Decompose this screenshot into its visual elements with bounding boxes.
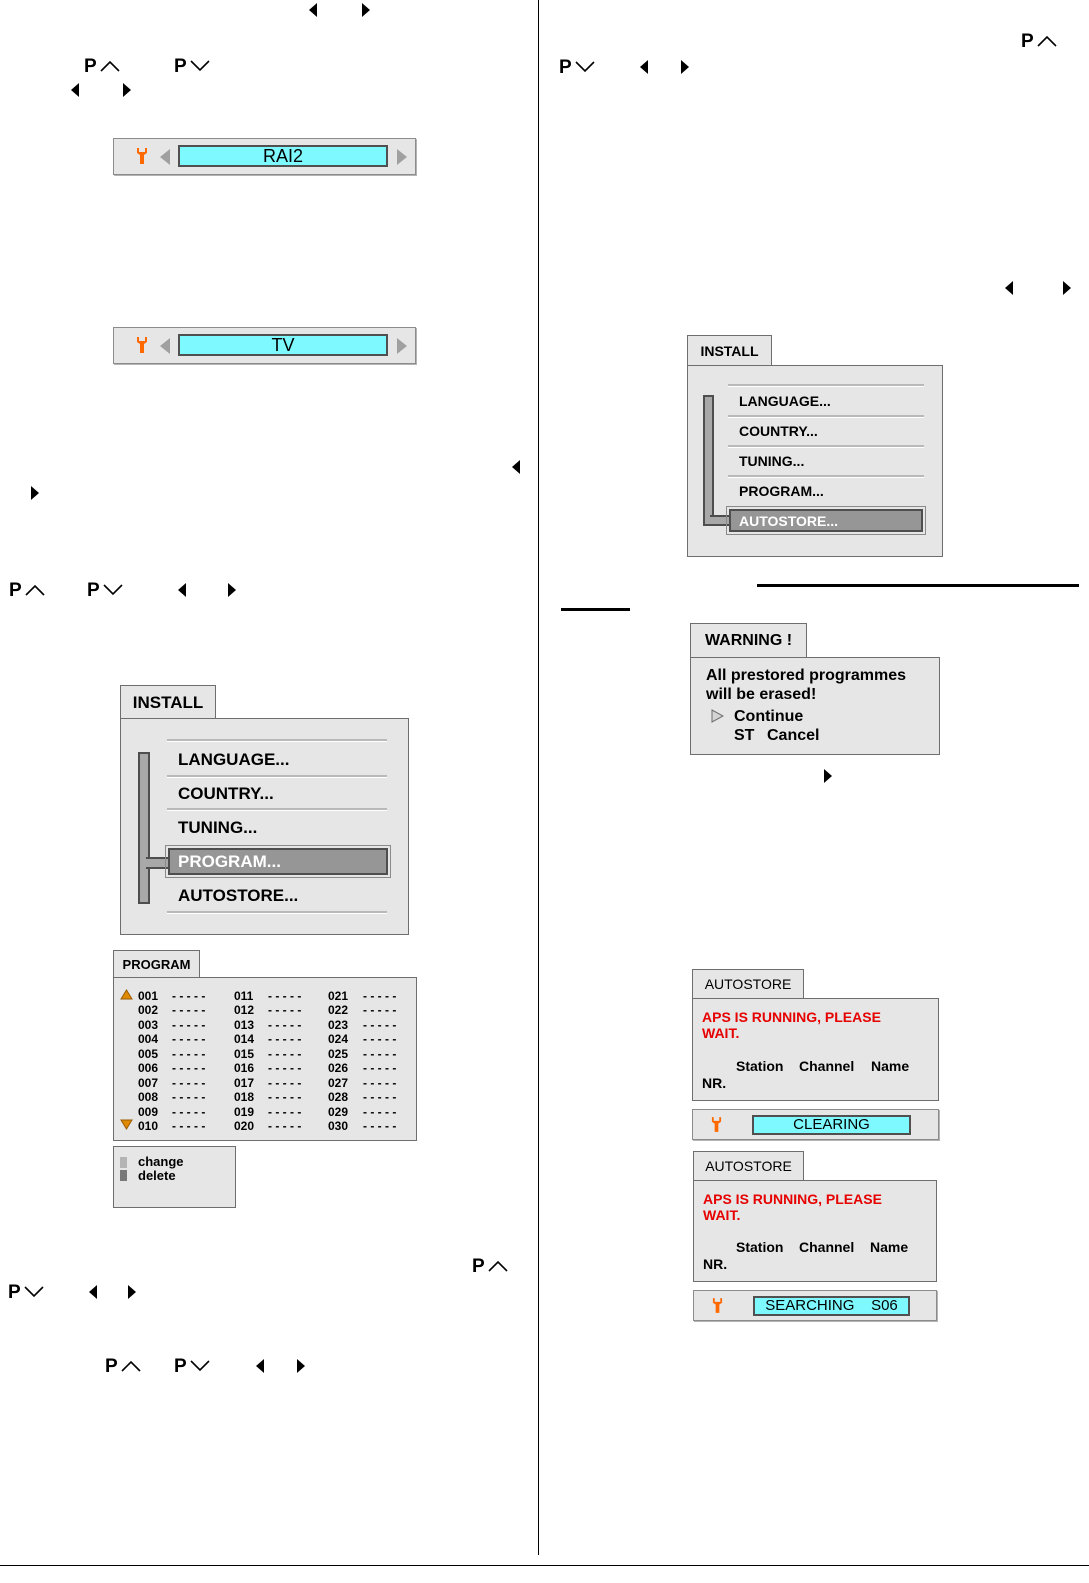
- program-number[interactable]: 028: [328, 1090, 349, 1105]
- right-arrow-icon: [228, 583, 236, 597]
- chevron-down-icon: [103, 584, 123, 596]
- scroll-down-icon[interactable]: [120, 1119, 133, 1130]
- warning-line-2: will be erased!: [706, 686, 817, 703]
- left-arrow-icon[interactable]: [160, 149, 170, 165]
- cancel-option[interactable]: Cancel: [767, 727, 820, 744]
- chevron-down-icon: [24, 1286, 44, 1298]
- menu-item-program[interactable]: PROGRAM...: [178, 852, 281, 871]
- program-name-placeholder: - - - - -: [363, 1061, 397, 1076]
- left-arrow-icon[interactable]: [160, 338, 170, 354]
- p-key-label: P: [559, 57, 572, 78]
- p-up-key: [472, 1257, 508, 1277]
- program-number[interactable]: 014: [234, 1032, 255, 1047]
- chevron-up-icon: [1037, 35, 1057, 47]
- chevron-up-icon: [100, 60, 120, 72]
- program-number[interactable]: 013: [234, 1017, 255, 1032]
- p-key-label: P: [174, 56, 187, 77]
- menu-item-country[interactable]: COUNTRY...: [739, 423, 818, 439]
- column-nr: NR.: [703, 1256, 728, 1272]
- program-name-placeholder: - - - - -: [172, 1090, 206, 1105]
- warning-line-1: All prestored programmes: [706, 667, 907, 684]
- program-number[interactable]: 011: [234, 989, 254, 1003]
- menu-item-language[interactable]: LANGUAGE...: [739, 393, 831, 409]
- program-number[interactable]: 012: [234, 1003, 255, 1018]
- menu-separator: [167, 775, 387, 778]
- program-number[interactable]: 015: [234, 1046, 255, 1061]
- wrench-icon: [136, 336, 148, 354]
- left-arrow-icon: [71, 83, 79, 97]
- program-name-placeholder: - - - - -: [363, 989, 397, 1003]
- program-name-placeholder: - - - - -: [268, 1046, 302, 1061]
- column-channel: Channel: [799, 1058, 855, 1074]
- left-arrow-icon: [1005, 281, 1013, 295]
- aps-running-message: APS IS RUNNING, PLEASE: [703, 1191, 882, 1207]
- right-arrow-icon[interactable]: [397, 149, 407, 165]
- warning-panel: [690, 657, 940, 755]
- right-arrow-icon: [128, 1285, 136, 1299]
- column-name: Name: [870, 1239, 909, 1255]
- program-name-placeholder: - - - - -: [172, 989, 206, 1003]
- program-number[interactable]: 005: [138, 1046, 159, 1061]
- program-number[interactable]: 003: [138, 1017, 159, 1032]
- program-number[interactable]: 019: [234, 1104, 255, 1119]
- p-key-label: P: [472, 1256, 485, 1277]
- program-name-placeholder: - - - - -: [363, 1119, 397, 1134]
- heading-underline: [561, 608, 630, 611]
- program-number[interactable]: 016: [234, 1061, 255, 1076]
- program-name-placeholder: - - - - -: [363, 1104, 397, 1119]
- program-name-placeholder: - - - - -: [268, 1003, 302, 1018]
- p-up-key: [1021, 32, 1057, 52]
- program-name-placeholder: - - - - -: [172, 1003, 206, 1018]
- menu-separator: [728, 475, 924, 478]
- chevron-down-icon: [575, 61, 595, 73]
- autostore-status-bar: [692, 1109, 939, 1140]
- p-up-key: [105, 1357, 141, 1377]
- key-legend: [113, 1146, 236, 1208]
- p-up-key: [84, 57, 120, 77]
- right-arrow-icon[interactable]: [397, 338, 407, 354]
- chevron-up-icon: [488, 1260, 508, 1272]
- menu-item-program[interactable]: PROGRAM...: [739, 483, 824, 499]
- delete-color-swatch: [120, 1170, 127, 1181]
- p-down-key: [87, 581, 123, 601]
- chevron-up-icon: [25, 584, 45, 596]
- program-number[interactable]: 029: [328, 1104, 349, 1119]
- selection-connector: [710, 515, 730, 526]
- program-number[interactable]: 025: [328, 1046, 349, 1061]
- column-name: Name: [871, 1058, 910, 1074]
- scroll-up-icon[interactable]: [120, 989, 133, 1000]
- station-name-bar: [113, 138, 416, 175]
- menu-item-language[interactable]: LANGUAGE...: [178, 750, 290, 769]
- program-number[interactable]: 027: [328, 1075, 349, 1090]
- program-number[interactable]: 023: [328, 1017, 349, 1032]
- program-table-panel: [113, 977, 417, 1141]
- program-number[interactable]: 024: [328, 1032, 349, 1047]
- menu-item-tuning[interactable]: TUNING...: [178, 818, 258, 837]
- left-arrow-icon: [309, 3, 317, 17]
- program-number[interactable]: 017: [234, 1075, 255, 1090]
- program-name-placeholder: - - - - -: [363, 1090, 397, 1105]
- program-name-placeholder: - - - - -: [172, 1104, 206, 1119]
- right-arrow-icon: [1063, 281, 1071, 295]
- source-name-bar: [113, 327, 416, 364]
- column-station: Station: [736, 1058, 784, 1074]
- st-key-label: ST: [734, 727, 755, 744]
- menu-item-country[interactable]: COUNTRY...: [178, 784, 274, 803]
- program-number[interactable]: 008: [138, 1090, 159, 1105]
- p-key-label: P: [8, 1282, 21, 1303]
- p-down-key: [174, 57, 210, 77]
- install-tab: INSTALL: [687, 335, 772, 366]
- status-text: SEARCHING: [765, 1297, 855, 1314]
- p-down-key: [174, 1357, 210, 1377]
- program-number[interactable]: 002: [138, 1003, 159, 1018]
- right-arrow-icon: [297, 1359, 305, 1373]
- station-name-field[interactable]: RAI2: [178, 145, 388, 167]
- program-number[interactable]: 021: [328, 989, 349, 1003]
- autostore-status-bar: [693, 1290, 937, 1321]
- right-arrow-icon: [681, 60, 689, 74]
- aps-wait-message: WAIT.: [703, 1207, 741, 1223]
- program-name-placeholder: - - - - -: [268, 1075, 302, 1090]
- legend-delete: delete: [138, 1168, 176, 1183]
- p-key-label: P: [174, 1356, 187, 1377]
- source-name-field[interactable]: TV: [178, 334, 388, 356]
- program-name-placeholder: - - - - -: [268, 1119, 302, 1134]
- page-bottom-rule: [0, 1565, 1089, 1566]
- program-number[interactable]: 006: [138, 1061, 159, 1076]
- menu-separator: [167, 911, 387, 914]
- program-name-placeholder: - - - - -: [172, 1061, 206, 1076]
- column-station: Station: [736, 1239, 784, 1255]
- program-name-placeholder: - - - - -: [363, 1003, 397, 1018]
- p-down-key: [559, 58, 595, 78]
- program-number[interactable]: 007: [138, 1075, 159, 1090]
- program-name-placeholder: - - - - -: [172, 1032, 206, 1047]
- column-nr: NR.: [702, 1075, 727, 1091]
- menu-separator: [728, 415, 924, 418]
- program-name-placeholder: - - - - -: [172, 1119, 206, 1134]
- scrollbar-track[interactable]: [703, 395, 714, 526]
- program-name-placeholder: - - - - -: [363, 1032, 397, 1047]
- p-key-label: P: [87, 580, 100, 601]
- column-channel: Channel: [799, 1239, 855, 1255]
- selection-pointer-icon: [711, 709, 724, 723]
- menu-separator: [167, 808, 387, 811]
- program-name-placeholder: - - - - -: [268, 1090, 302, 1105]
- left-arrow-icon: [256, 1359, 264, 1373]
- p-key-label: P: [9, 580, 22, 601]
- change-color-swatch: [120, 1157, 127, 1168]
- right-arrow-icon: [123, 83, 131, 97]
- program-number[interactable]: 009: [138, 1104, 159, 1119]
- program-number[interactable]: 010: [138, 1119, 159, 1134]
- autostore-tab: AUTOSTORE: [693, 1151, 804, 1181]
- program-name-placeholder: - - - - -: [172, 1017, 206, 1032]
- p-key-label: P: [84, 56, 97, 77]
- program-number[interactable]: 026: [328, 1061, 349, 1076]
- program-name-placeholder: - - - - -: [268, 989, 302, 1003]
- program-number[interactable]: 022: [328, 1003, 349, 1018]
- p-key-label: P: [1021, 31, 1034, 52]
- install-tab: INSTALL: [120, 685, 216, 719]
- legend-change: change: [138, 1154, 184, 1169]
- wrench-icon: [711, 1116, 722, 1133]
- chevron-down-icon: [190, 60, 210, 72]
- p-up-key: [9, 581, 45, 601]
- left-arrow-icon: [640, 60, 648, 74]
- menu-separator: [728, 445, 924, 448]
- program-number[interactable]: 001: [138, 989, 159, 1003]
- right-arrow-icon: [362, 3, 370, 17]
- program-tab: PROGRAM: [113, 950, 200, 978]
- autostore-status-field: [753, 1296, 910, 1316]
- autostore-status-field: CLEARING: [752, 1115, 911, 1135]
- install-menu-panel: [120, 718, 409, 935]
- wrench-icon: [136, 147, 148, 165]
- program-number[interactable]: 030: [328, 1119, 349, 1134]
- column-divider: [538, 0, 539, 1555]
- status-channel: S06: [871, 1297, 898, 1314]
- autostore-panel: [692, 998, 939, 1101]
- menu-item-autostore[interactable]: AUTOSTORE...: [178, 886, 299, 905]
- left-arrow-icon: [512, 460, 520, 474]
- left-arrow-icon: [178, 583, 186, 597]
- program-name-placeholder: - - - - -: [363, 1017, 397, 1032]
- aps-running-message: APS IS RUNNING, PLEASE: [702, 1009, 881, 1025]
- program-name-placeholder: - - - - -: [172, 1075, 206, 1090]
- scrollbar-track[interactable]: [138, 752, 150, 904]
- right-arrow-icon: [824, 769, 832, 783]
- autostore-panel: [693, 1180, 937, 1282]
- menu-item-autostore[interactable]: AUTOSTORE...: [739, 513, 839, 529]
- warning-tab: WARNING !: [690, 623, 807, 658]
- program-number[interactable]: 020: [234, 1119, 255, 1134]
- program-name-placeholder: - - - - -: [268, 1104, 302, 1119]
- program-number[interactable]: 018: [234, 1090, 255, 1105]
- left-arrow-icon: [89, 1285, 97, 1299]
- program-name-placeholder: - - - - -: [363, 1046, 397, 1061]
- chevron-up-icon: [121, 1360, 141, 1372]
- aps-wait-message: WAIT.: [702, 1025, 740, 1041]
- section-rule: [757, 584, 1079, 587]
- chevron-down-icon: [190, 1360, 210, 1372]
- menu-separator: [167, 739, 387, 742]
- program-name-placeholder: - - - - -: [268, 1061, 302, 1076]
- menu-separator: [728, 384, 924, 387]
- program-name-placeholder: - - - - -: [172, 1046, 206, 1061]
- program-name-placeholder: - - - - -: [363, 1075, 397, 1090]
- p-key-label: P: [105, 1356, 118, 1377]
- wrench-icon: [712, 1297, 723, 1314]
- install-menu-panel: [687, 365, 943, 557]
- program-name-placeholder: - - - - -: [268, 1017, 302, 1032]
- autostore-tab: AUTOSTORE: [692, 969, 804, 999]
- program-name-placeholder: - - - - -: [268, 1032, 302, 1047]
- program-number[interactable]: 004: [138, 1032, 159, 1047]
- p-down-key: [8, 1283, 44, 1303]
- selection-connector: [146, 857, 168, 869]
- menu-item-tuning[interactable]: TUNING...: [739, 453, 805, 469]
- continue-option[interactable]: Continue: [734, 708, 804, 725]
- right-arrow-icon: [31, 486, 39, 500]
